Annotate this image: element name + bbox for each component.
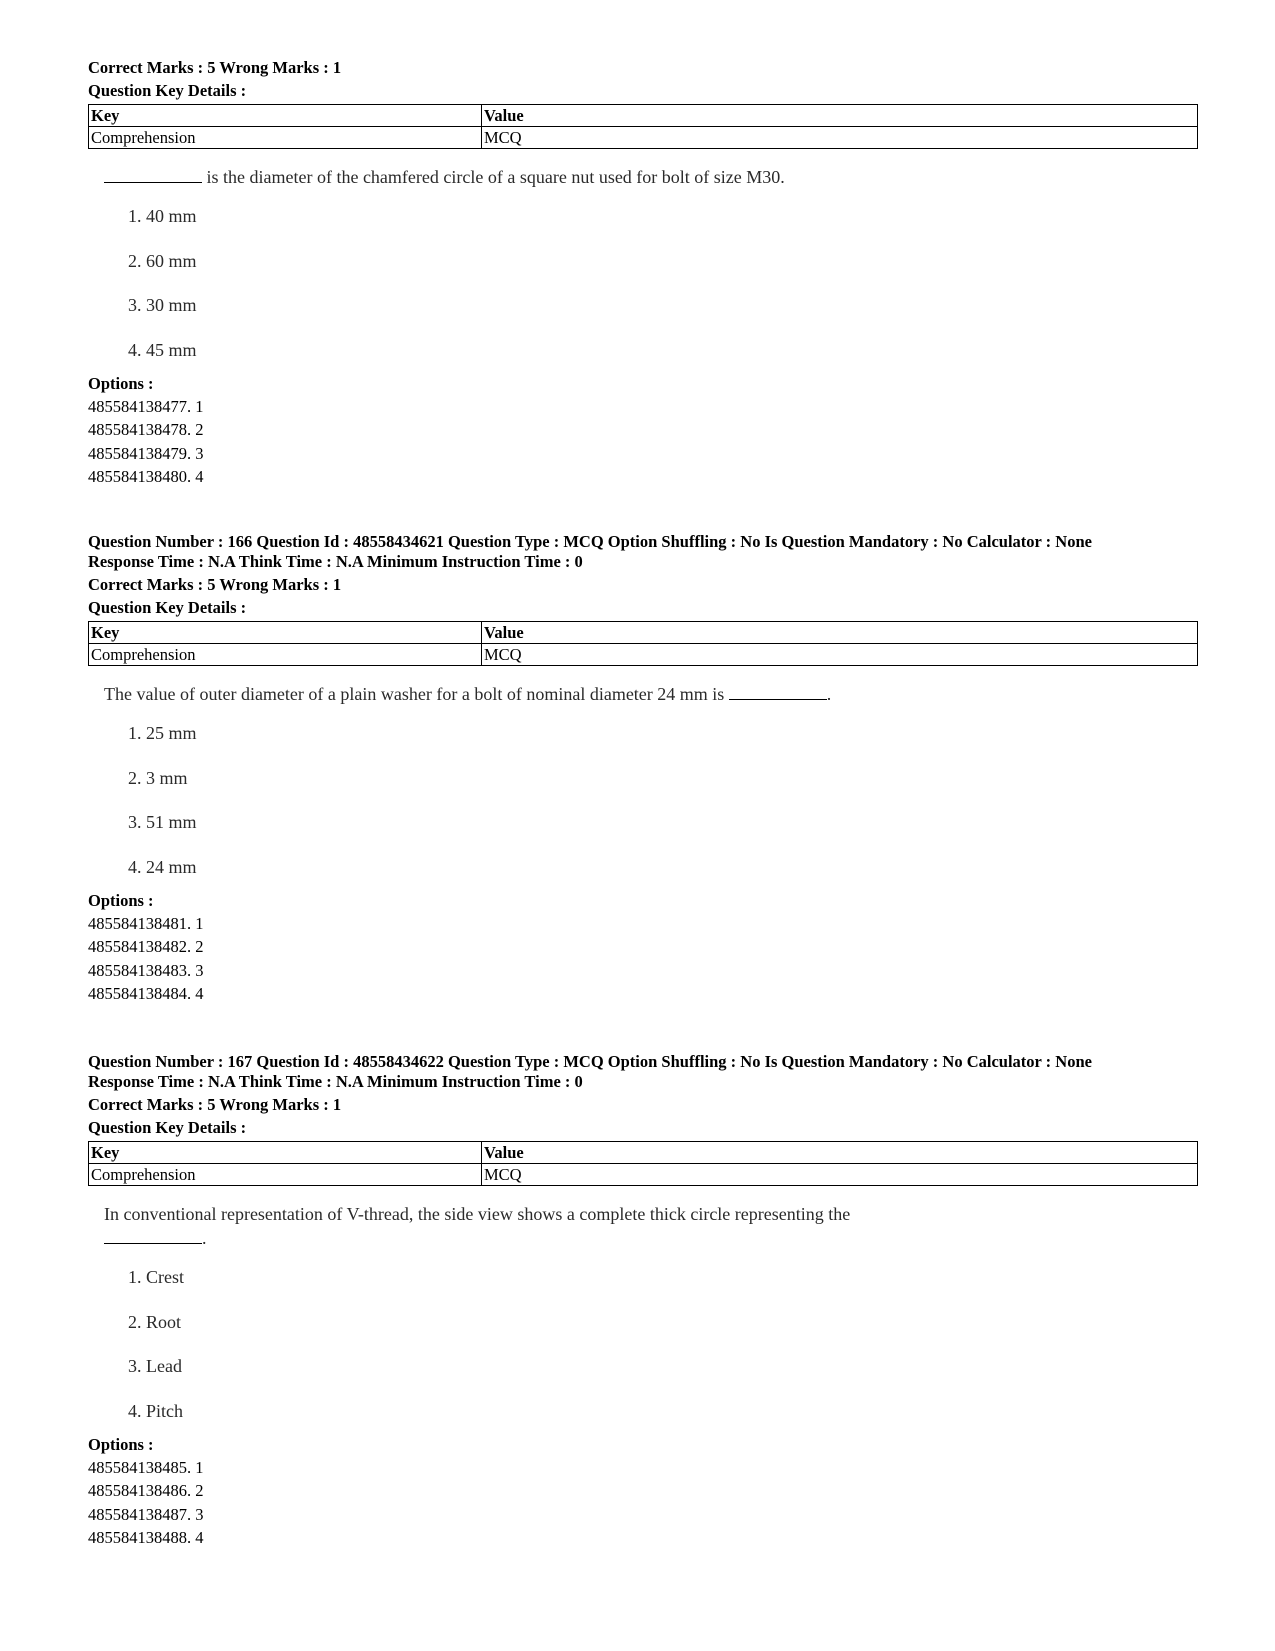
key-details-label: Question Key Details :: [88, 1118, 247, 1137]
table-cell-key: Comprehension: [89, 1164, 482, 1186]
fill-blank: [729, 685, 827, 700]
choice-list: [88, 201, 1198, 365]
option-id: 485584138485. 1: [88, 1457, 204, 1477]
choice-list: [88, 1262, 1198, 1426]
table-header-key: Key: [89, 105, 482, 127]
question-165: [88, 58, 1198, 489]
options-label: Options :: [88, 373, 154, 393]
table-cell-value: MCQ: [482, 127, 1198, 149]
question-header: Question Number : 167 Question Id : 48558434622 Question Type : MCQ Option Shuffling : No Is Question Mandatory : No Calculator : None: [88, 1052, 1092, 1071]
question-header: Question Number : 166 Question Id : 48558434621 Question Type : MCQ Option Shuffling : No Is Question Mandatory : No Calculator : None: [88, 532, 1092, 551]
marks-line: Correct Marks : 5 Wrong Marks : 1: [88, 1095, 342, 1114]
table-cell-key: Comprehension: [89, 644, 482, 666]
choice-item: 1. 25 mm: [128, 723, 197, 743]
marks-line: Correct Marks : 5 Wrong Marks : 1: [88, 575, 342, 594]
option-id: 485584138486. 2: [88, 1481, 204, 1501]
table-cell-value: MCQ: [482, 1164, 1198, 1186]
table-cell-key: Comprehension: [89, 127, 482, 149]
table-cell-value: MCQ: [482, 644, 1198, 666]
key-details-label: Question Key Details :: [88, 598, 247, 617]
key-details-label: Question Key Details :: [88, 81, 247, 100]
option-id: 485584138487. 3: [88, 1504, 204, 1524]
option-id: 485584138484. 4: [88, 984, 204, 1004]
choice-item: 2. Root: [128, 1311, 182, 1332]
table-header-value: Value: [482, 105, 1198, 127]
question-167: [88, 1052, 1198, 1550]
option-id: 485584138480. 4: [88, 467, 204, 487]
choice-list: [88, 718, 1198, 882]
choice-item: 4. 45 mm: [128, 339, 197, 360]
key-details-table: [88, 1141, 1198, 1186]
question-header-times: Response Time : N.A Think Time : N.A Minimum Instruction Time : 0: [88, 1072, 583, 1091]
choice-item: 3. Lead: [128, 1356, 182, 1377]
key-details-table: [88, 104, 1198, 149]
choice-item: 3. 30 mm: [128, 295, 197, 316]
table-header-key: Key: [89, 622, 482, 644]
choice-item: 1. Crest: [128, 1267, 184, 1287]
option-id: 485584138482. 2: [88, 937, 204, 957]
option-id: 485584138488. 4: [88, 1528, 204, 1548]
choice-item: 3. 51 mm: [128, 812, 197, 833]
question-text: In conventional representation of V-thread, the side view shows a complete thick circle representing the .: [104, 1204, 851, 1248]
question-text: is the diameter of the chamfered circle of a square nut used for bolt of size M30.: [104, 165, 1198, 189]
table-header-value: Value: [482, 622, 1198, 644]
choice-item: 4. Pitch: [128, 1400, 184, 1421]
table-header-key: Key: [89, 1142, 482, 1164]
choice-item: 1. 40 mm: [128, 206, 197, 226]
fill-blank: [104, 168, 202, 183]
option-id: 485584138481. 1: [88, 913, 204, 933]
table-header-value: Value: [482, 1142, 1198, 1164]
option-id: 485584138483. 3: [88, 960, 204, 980]
question-166: [88, 532, 1198, 1006]
choice-item: 2. 60 mm: [128, 250, 197, 271]
choice-item: 4. 24 mm: [128, 856, 197, 877]
option-id: 485584138477. 1: [88, 396, 204, 416]
options-label: Options :: [88, 890, 154, 910]
question-text: The value of outer diameter of a plain washer for a bolt of nominal diameter 24 mm is .: [104, 684, 832, 704]
marks-line: Correct Marks : 5 Wrong Marks : 1: [88, 58, 342, 77]
options-label: Options :: [88, 1434, 154, 1454]
choice-item: 2. 3 mm: [128, 767, 188, 788]
option-id: 485584138478. 2: [88, 420, 204, 440]
question-header-times: Response Time : N.A Think Time : N.A Minimum Instruction Time : 0: [88, 552, 583, 571]
key-details-table: [88, 621, 1198, 666]
option-id: 485584138479. 3: [88, 443, 204, 463]
fill-blank: [104, 1229, 202, 1244]
